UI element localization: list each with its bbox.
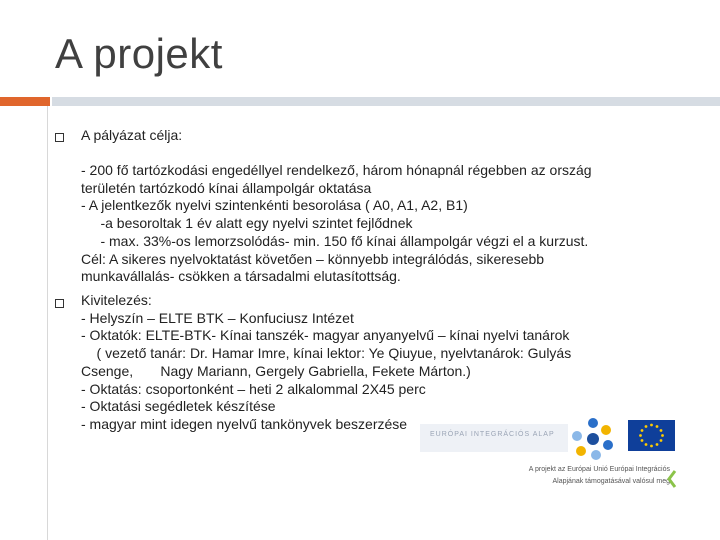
section1-body: - 200 fő tartózkodási engedéllyel rendelkező, három hónapnál régebben az ország területén tartózkodó kínai állampolgár oktatása - A jelentkezők nyelvi szintenkénti besorolása ( A0, A1, A2, B1) -a besoroltak 1 év alatt egy nyelvi szintet fejlődnek - max. 33%-os lemorzsolódás- min. 150 fő kínai állampolgár végzi el a kurzust. Cél: A sikeres nyelvoktatást követően – könnyebb integrálódás, sikeresebb munkavállalás- csökken a társadalmi elutasítottság. xyxy=(81,162,592,285)
slide-title: A projekt xyxy=(55,30,223,77)
logo-banner xyxy=(420,424,568,452)
eu-flag-icon xyxy=(628,420,675,451)
title-underline-bar xyxy=(52,97,720,106)
chevron-right-icon xyxy=(667,470,677,488)
title-accent-bar xyxy=(0,97,50,106)
integration-fund-emblem-icon xyxy=(568,414,618,464)
eu-integration-fund-logo xyxy=(418,410,686,496)
section2-body: Kivitelezés: - Helyszín – ELTE BTK – Konfuciusz Intézet - Oktatók: ELTE-BTK- Kínai tanszék- magyar anyanyelvű – kínai nyelvi tanárok ( vezető tanár: Dr. Hamar Imre, kínai lektor: Ye Qiuyue, nyelvtanárok: Gulyás Csenge, Nagy Mariann, Gergely Gabriella, Fekete Márton.) - Oktatás: csoportonként – heti 2 alkalommal 2X45 perc - Oktatási segédletek készítése - magyar mint idegen nyelvű tankönyvek beszerzése xyxy=(81,292,572,432)
square-bullet-icon xyxy=(55,133,64,142)
section1-heading: A pályázat célja: xyxy=(81,127,183,143)
logo-fund-name: EURÓPAI INTEGRÁCIÓS ALAP xyxy=(430,431,555,438)
logo-caption-line2: Alapjának támogatásával valósul meg xyxy=(552,478,670,485)
logo-caption-line1: A projekt az Európai Unió Európai Integrációs xyxy=(528,466,670,473)
square-bullet-icon xyxy=(55,299,64,308)
left-divider-line xyxy=(47,106,48,540)
